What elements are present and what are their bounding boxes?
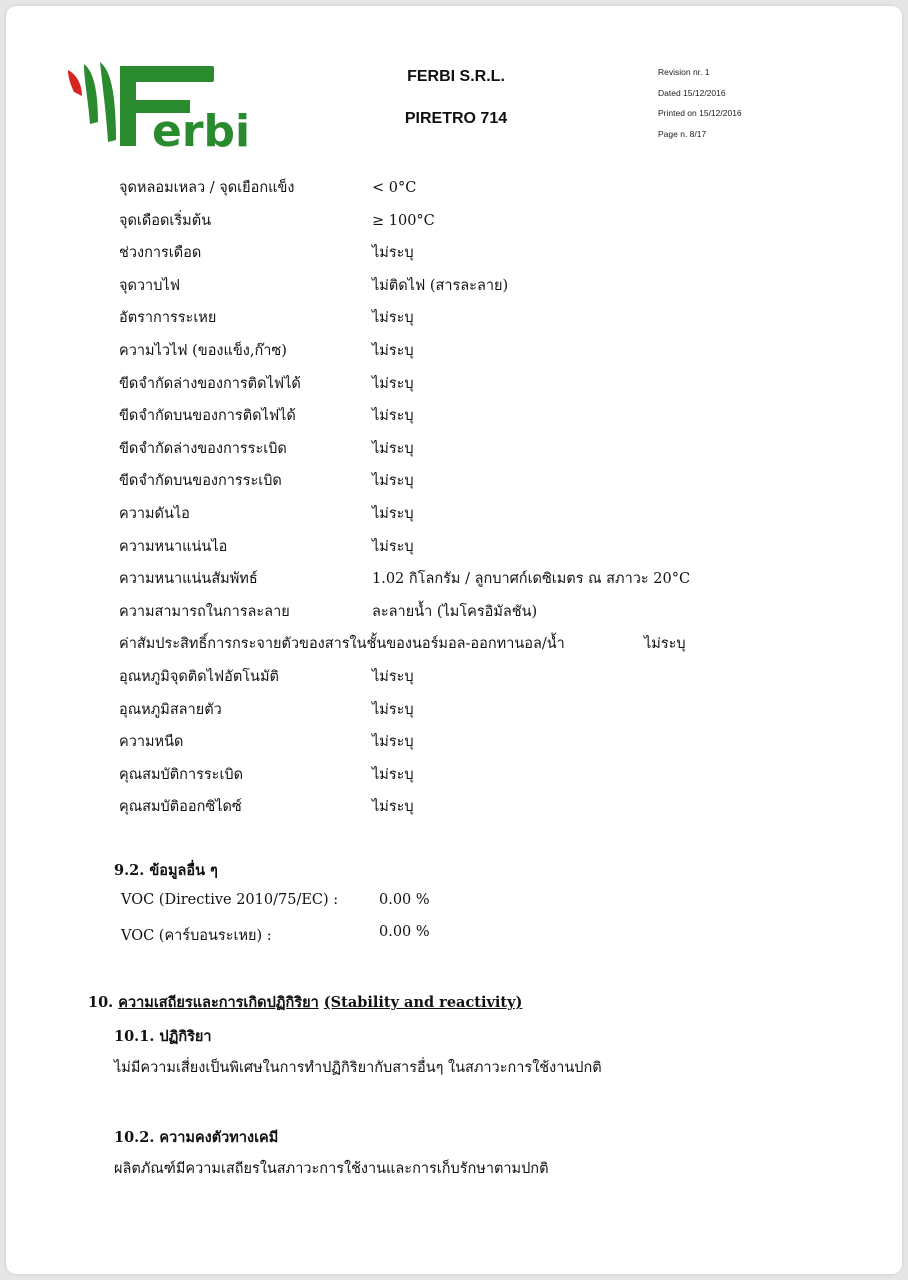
property-row — [119, 759, 759, 792]
property-value: ไม่ระบุ — [372, 701, 414, 718]
property-label: ขีดจำกัดล่างของการติดไฟได้ — [119, 375, 301, 392]
property-row — [119, 302, 759, 335]
property-label: คุณสมบัติออกซิไดซ์ — [119, 799, 242, 816]
property-value: ไม่ระบุ — [372, 766, 414, 783]
property-value: ไม่ระบุ — [372, 734, 414, 751]
voc-directive-label: VOC (Directive 2010/75/EC) : — [121, 892, 339, 908]
section-10-heading-en: (Stability and reactivity) — [323, 994, 523, 1011]
property-label: ขีดจำกัดบนของการระเบิด — [119, 473, 282, 490]
voc-directive-value: 0.00 % — [379, 892, 430, 908]
property-label: ความหนืด — [119, 734, 184, 751]
property-row — [119, 205, 759, 238]
property-row — [119, 498, 759, 531]
property-row — [119, 465, 759, 498]
property-value: < 0°C — [372, 180, 417, 196]
revision-number: Revision nr. 1 — [658, 67, 710, 77]
property-value: ไม่ระบุ — [372, 375, 414, 392]
property-label: จุดเดือดเริ่มต้น — [119, 212, 212, 229]
company-name: FERBI S.R.L. — [407, 68, 505, 85]
property-value: 1.02 กิโลกรัม / ลูกบาศก์เดซิเมตร ณ สภาวะ 20°C — [372, 571, 691, 588]
property-row — [119, 433, 759, 466]
property-label: ความดันไอ — [119, 505, 190, 522]
property-label: คุณสมบัติการระเบิด — [119, 766, 244, 783]
property-row — [119, 628, 759, 661]
property-row — [119, 368, 759, 401]
product-name: PIRETRO 714 — [404, 110, 508, 127]
section-10-2-title: 10.2. ความคงตัวทางเคมี — [114, 1129, 279, 1146]
property-value: ไม่ระบุ — [372, 310, 414, 327]
property-row — [119, 694, 759, 727]
property-value: ไม่ระบุ — [372, 342, 414, 359]
section-10-number: 10. — [88, 994, 114, 1011]
property-value: ไม่ระบุ — [372, 538, 414, 555]
voc-carbon-value: 0.00 % — [379, 924, 430, 940]
property-label: อัตราการระเหย — [119, 310, 217, 327]
section-10-1-title: 10.1. ปฏิกิริยา — [114, 1028, 212, 1045]
property-label: ขีดจำกัดล่างของการระเบิด — [119, 440, 287, 457]
page-number: Page n. 8/17 — [658, 128, 707, 139]
property-value: ≥ 100°C — [372, 212, 435, 229]
document-meta — [658, 62, 742, 144]
logo-wordmark: erbi — [152, 106, 251, 152]
property-label: ค่าสัมประสิทธิ์การกระจายตัวของสารในชั้นของนอร์มอล-ออกทานอล/น้ำ — [119, 636, 565, 653]
property-value: ไม่ระบุ — [372, 799, 414, 816]
property-row — [119, 172, 759, 205]
property-value: ไม่ระบุ — [372, 505, 414, 522]
property-label: ความหนาแน่นสัมพัทธ์ — [119, 571, 258, 588]
property-value: ไม่ติดไฟ (สารละลาย) — [372, 277, 509, 294]
property-label: อุณหภูมิสลายตัว — [119, 701, 222, 718]
properties-list — [119, 172, 759, 824]
property-row — [119, 400, 759, 433]
property-value: ไม่ระบุ — [372, 440, 414, 457]
property-label: จุดหลอมเหลว / จุดเยือกแข็ง — [119, 180, 295, 196]
property-value: ไม่ระบุ — [372, 668, 414, 685]
section-9-2-title: 9.2. ข้อมูลอื่น ๆ — [114, 862, 218, 879]
property-label: ขีดจำกัดบนของการติดไฟได้ — [119, 408, 296, 425]
property-label: ความหนาแน่นไอ — [119, 538, 228, 555]
property-value: ไม่ระบุ — [372, 408, 414, 425]
property-row — [119, 661, 759, 694]
section-10-heading: ความเสถียรและการเกิดปฏิกิริยา — [118, 994, 319, 1011]
property-row — [119, 335, 759, 368]
property-value: ละลายน้ำ (ไมโครอิมัลชัน) — [372, 603, 538, 620]
property-row — [119, 563, 759, 596]
section-10-title — [88, 991, 522, 1014]
property-value: ไม่ระบุ — [372, 245, 414, 262]
property-label: อุณหภูมิจุดติดไฟอัตโนมัติ — [119, 668, 279, 685]
property-label: ความสามารถในการละลาย — [119, 603, 290, 620]
property-row — [119, 531, 759, 564]
property-label: จุดวาบไฟ — [119, 277, 180, 294]
dated: Dated 15/12/2016 — [658, 87, 726, 98]
property-label: ความไวไฟ (ของแข็ง,ก๊าซ) — [119, 342, 287, 359]
property-row — [119, 791, 759, 824]
property-row — [119, 596, 759, 629]
section-10-1-text: ไม่มีความเสี่ยงเป็นพิเศษในการทำปฏิกิริยากับสารอื่นๆ ในสภาวะการใช้งานปกติ — [114, 1060, 602, 1076]
property-value: ไม่ระบุ — [372, 473, 414, 490]
property-label: ช่วงการเดือด — [119, 245, 202, 262]
document-page — [6, 6, 902, 1274]
property-value: ไม่ระบุ — [644, 636, 686, 653]
voc-carbon-label: VOC (คาร์บอนระเหย) : — [121, 928, 272, 944]
printed-on: Printed on 15/12/2016 — [658, 108, 742, 118]
section-10-2-text: ผลิตภัณฑ์มีความเสถียรในสภาวะการใช้งานและการเก็บรักษาตามปกติ — [114, 1161, 549, 1177]
property-row — [119, 270, 759, 303]
ferbi-logo — [66, 62, 272, 152]
property-row — [119, 726, 759, 759]
property-row — [119, 237, 759, 270]
